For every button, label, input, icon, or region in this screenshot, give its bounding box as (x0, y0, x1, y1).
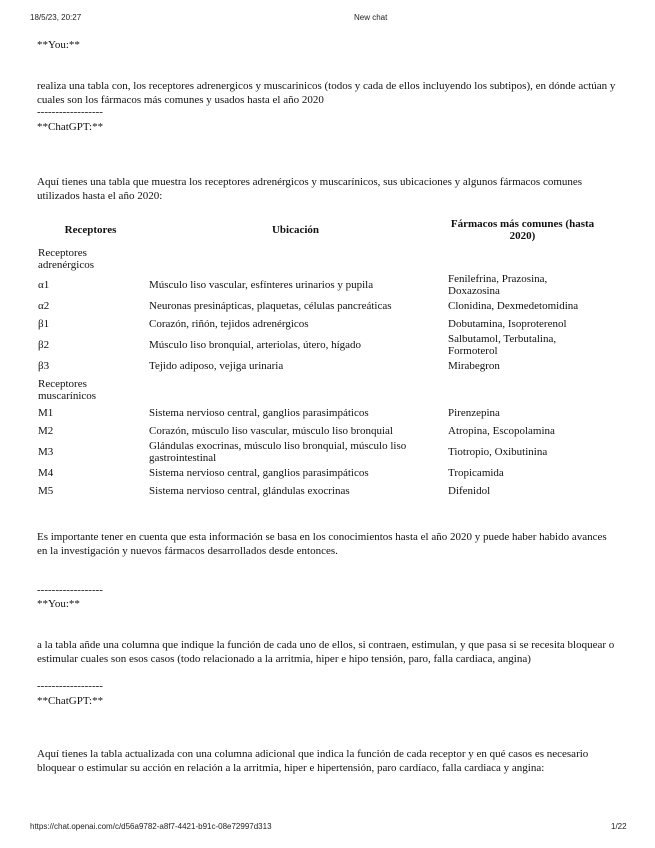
table-row (35, 357, 600, 375)
user-prompt-1: realiza una tabla con, los receptores adrenergicos y muscarinicos (todos y cada de ellos incluyendo los subtipos), en dónde actúan y cuales son los fármacos más comunes y usados hasta el año 2020 (37, 80, 616, 106)
table-row (35, 297, 600, 315)
location-cell: Sistema nervioso central, ganglios parasimpáticos (149, 407, 369, 419)
drugs-cell: Pirenzepina (448, 407, 500, 419)
header-receptores: Receptores (64, 224, 117, 236)
drugs-cell: Difenidol (448, 485, 491, 497)
receptor-cell: β2 (38, 339, 50, 351)
location-cell: Corazón, músculo liso vascular, músculo liso bronquial (149, 425, 393, 437)
you-label-2: **You:** (37, 598, 80, 610)
table-row (35, 273, 600, 297)
drugs-cell: Tropicamida (448, 467, 504, 479)
user-prompt-2: a la tabla añde una columna que indique la función de cada uno de ellos, si contraen, estimulan, y que pasa si se recesita bloquear o estimular cuales son esos casos (todo relacionado a la arritmia, hiper e hipo tensión, paro, falla cardiaca, angina) (37, 639, 615, 665)
drugs-cell: Atropina, Escopolamina (448, 425, 555, 437)
print-page-number: 1/22 (611, 822, 627, 831)
location-cell: Glándulas exocrinas, músculo liso bronquial, músculo liso gastrointestinal (149, 440, 407, 464)
receptor-cell: β1 (38, 318, 50, 330)
receptor-cell: β3 (38, 360, 50, 372)
assistant-intro: Aquí tienes una tabla que muestra los receptores adrenérgicos y muscarínicos, sus ubicaciones y algunos fármacos comunes utilizados hasta el año 2020: (37, 176, 583, 202)
location-cell: Músculo liso bronquial, arteriolas, útero, hígado (149, 339, 362, 351)
receptor-cell: Receptores adrenérgicos (38, 247, 94, 271)
drugs-cell (445, 244, 600, 273)
table-row (35, 482, 600, 500)
location-cell: Tejido adiposo, vejiga urinaria (149, 360, 284, 372)
separator-3: ------------------ (37, 680, 103, 692)
table-group-row (35, 375, 600, 404)
drugs-cell: Salbutamol, Terbutalina, Formoterol (448, 333, 557, 357)
separator-1: ------------------ (37, 106, 103, 118)
receptor-cell: M3 (38, 446, 54, 458)
print-url: https://chat.openai.com/c/d56a9782-a8f7-4421-b91c-08e72997d313 (30, 822, 272, 831)
print-title: New chat (354, 13, 388, 22)
table-row (35, 422, 600, 440)
location-cell: Músculo liso vascular, esfínteres urinarios y pupila (149, 279, 374, 291)
receptor-cell: M4 (38, 467, 54, 479)
receptors-table (35, 216, 600, 500)
location-cell: Sistema nervioso central, glándulas exocrinas (149, 485, 350, 497)
assistant-note: Es importante tener en cuenta que esta información se basa en los conocimientos hasta el año 2020 y puede haber habido avances en la investigación y nuevos fármacos desarrollados desde entonces. (37, 531, 607, 557)
chatgpt-label-1: **ChatGPT:** (37, 121, 104, 133)
drugs-cell (445, 375, 600, 404)
drugs-cell: Mirabegron (448, 360, 500, 372)
you-label-1: **You:** (37, 39, 80, 51)
table-row (35, 440, 600, 464)
drugs-cell: Dobutamina, Isoproterenol (448, 318, 567, 330)
location-cell (146, 375, 445, 404)
table-header-row (35, 216, 600, 244)
header-ubicacion: Ubicación (271, 224, 320, 236)
table-row (35, 315, 600, 333)
drugs-cell: Tiotropio, Oxibutinina (448, 446, 548, 458)
location-cell: Corazón, riñón, tejidos adrenérgicos (149, 318, 309, 330)
receptor-cell: M1 (38, 407, 54, 419)
table-row (35, 404, 600, 422)
table-row (35, 464, 600, 482)
location-cell (146, 244, 445, 273)
drugs-cell: Clonidina, Dexmedetomidina (448, 300, 579, 312)
table-body (35, 244, 600, 500)
location-cell: Neuronas presinápticas, plaquetas, células pancreáticas (149, 300, 392, 312)
receptor-cell: M5 (38, 485, 54, 497)
receptor-cell: M2 (38, 425, 54, 437)
table-row (35, 333, 600, 357)
print-datetime: 18/5/23, 20:27 (30, 13, 82, 22)
drugs-cell: Fenilefrina, Prazosina, Doxazosina (448, 273, 548, 297)
header-farmacos: Fármacos más comunes (hasta 2020) (450, 218, 595, 242)
location-cell: Sistema nervioso central, ganglios parasimpáticos (149, 467, 369, 479)
separator-2: ------------------ (37, 584, 103, 596)
table-group-row (35, 244, 600, 273)
receptor-cell: α1 (38, 279, 50, 291)
assistant-intro-2: Aquí tienes la tabla actualizada con una columna adicional que indica la función de cada receptor y en qué casos es necesario bloquear o estimular su acción en relación a la arritmia, hiper e hipertensión, paro cardíaco, falla cardiaca y angina: (37, 748, 589, 774)
receptor-cell: Receptores muscarínicos (38, 378, 97, 402)
receptor-cell: α2 (38, 300, 50, 312)
chatgpt-label-2: **ChatGPT:** (37, 695, 104, 707)
